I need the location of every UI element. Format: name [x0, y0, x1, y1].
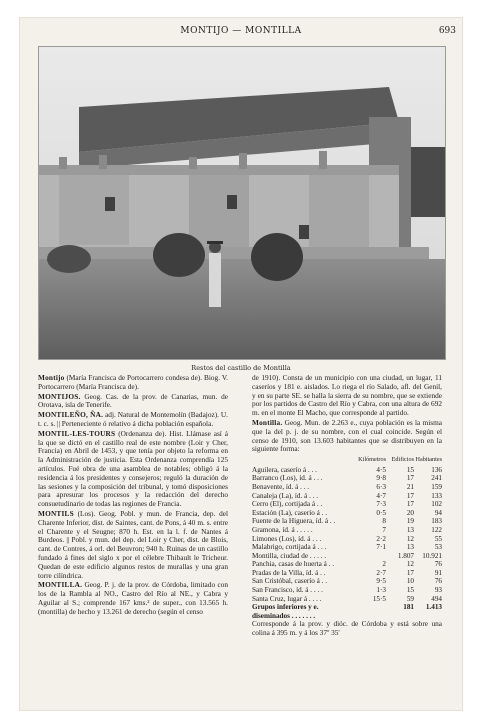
- table-cell: San Francisco, íd. á . . . .: [252, 586, 323, 595]
- table-row: [252, 492, 442, 501]
- table-row: [252, 586, 442, 595]
- table-cell: 19: [406, 517, 414, 526]
- entry-montijos: [38, 393, 228, 411]
- running-title: MONTIJO — MONTILLA: [180, 26, 302, 36]
- table-cell: 15: [406, 586, 414, 595]
- table-cell: Barranco (Los), íd. á . . .: [252, 474, 323, 483]
- table-cell: 17: [406, 474, 414, 483]
- table-row: [252, 526, 442, 535]
- table-cell: Aguilera, caserío á . . .: [252, 465, 317, 474]
- table-cell: 2·7: [376, 568, 386, 577]
- table-cell: 8: [382, 517, 386, 526]
- table-cell: 1·3: [376, 586, 386, 595]
- page-header: [20, 26, 462, 40]
- table-cell: San Cristóbal, caserío á . .: [252, 577, 328, 586]
- table-cell: 7: [382, 525, 386, 534]
- table-cell: 183: [431, 517, 442, 526]
- entry-montilla: [38, 581, 228, 616]
- table-cell: 2: [382, 560, 386, 569]
- table-cell: 4·7: [376, 491, 386, 500]
- right-column: [252, 374, 442, 639]
- entry-text: (Ordenanza de). Hist. Llámase así á la que se dictó en el castillo real de este nombre (Loir y Cher, Francia) en Abril de 1453, y que tenía por objeto la reforma en la Administración de justicia. Esta Ordenanza comprendía 125 artículos. Fué obra de una asamblea de notables; obligó á la residencia á los presidentes y consejeros; reguló la duración de las sesiones y la composición del tribunal, y tomó disposiciones para apresurar los procesos y la redacción del derecho consuetudinario de todas las regiones de Francia.: [38, 428, 228, 509]
- table-header: Edificios: [391, 456, 414, 464]
- table-row: [252, 569, 442, 578]
- table-cell: Benavente, íd. á . . .: [252, 482, 310, 491]
- headword: MONTILS: [38, 508, 74, 518]
- headword: MONTIJOS.: [38, 391, 81, 401]
- table-cell: 133: [431, 491, 442, 500]
- table-cell: 21: [406, 482, 414, 491]
- table-header: [252, 456, 358, 466]
- table-cell: 20: [406, 508, 414, 517]
- population-table: [252, 456, 442, 620]
- table-cell: Gramona, íd. á . . . . .: [252, 525, 313, 534]
- table-cell: 241: [431, 474, 442, 483]
- table-cell: Grupos inferiores y e. diseminados . . . . . . .: [252, 603, 319, 620]
- table-cell: 159: [431, 482, 442, 491]
- entry-text: Geog. Cas. de la prov. de Canarias, mun. de Orotava, isla de Tenerife.: [38, 391, 228, 410]
- castle-photo: [38, 46, 446, 360]
- entry-continuation: de 1910). Consta de un municipio con una ciudad, un lugar, 11 caseríos y 181 e. aislados. Lo riega el río Salado, afl. del Genil, y en su parte SE. se halla la sierra de su nombre, que se extiende por los partidos de Castro del Río y Cabra, con una altura de 692 m. en el monte El Macho, que corresponde al partido.: [252, 373, 442, 418]
- table-cell: 122: [431, 525, 442, 534]
- table-cell: 93: [434, 586, 442, 595]
- table-row: [252, 500, 442, 509]
- entry-montils: [38, 510, 228, 580]
- page-number: 693: [438, 26, 456, 36]
- table-cell: 0·5: [376, 508, 386, 517]
- headword: MONTILLA.: [38, 580, 83, 590]
- entry-text: (Los). Geog. Pobl. y mun. de Francia, dep. del Charente Inferior, dist. de Saintes, cant. de Pons, á 40 m. s. entre el Charente y el Seugne; 870 h. Est. en la l. f. de Nantes á Burdeos. || Pobl. y mun. del dep. del Loir y Cher, dist. de Blois, cant. de Contres, á orl. del Beuvron; 940 h. Ruinas de un castillo fundado á fines del siglo x por el célebre Thibault le Tricheur. Quedan de este edificio algunos restos de murallas y una gran torre cilíndrica.: [38, 508, 228, 580]
- table-cell: 2·2: [376, 534, 386, 543]
- table-cell: 102: [431, 500, 442, 509]
- table-row: [252, 560, 442, 569]
- table-row: [252, 474, 442, 483]
- book-page: [20, 18, 462, 710]
- table-cell: 59: [406, 594, 414, 603]
- entry-montileno: [38, 411, 228, 429]
- table-cell: Estación (La), caserío á . .: [252, 508, 328, 517]
- table-cell: Limones (Los), íd. á . . .: [252, 534, 322, 543]
- headword: MONTILEÑO, ÑA.: [38, 410, 104, 420]
- table-cell: 10: [406, 577, 414, 586]
- table-row: [252, 543, 442, 552]
- table-cell: 91: [434, 568, 442, 577]
- table-cell: 4·5: [376, 465, 386, 474]
- entry-text: Geog. P. j. de la prov. de Córdoba, limitado con los de la Rambla al NO., Castro del Río al NE., y Cabra y Aguilar al S.; comprende 167 kms.² de super., con 13.565 h. (montilla) de hecho y 13.261 de derecho (según el censo: [38, 580, 228, 616]
- table-cell: 13: [406, 543, 414, 552]
- table-cell: Fuente de la Higuera, íd. á . .: [252, 517, 336, 526]
- table-header: Kilómetros: [358, 456, 386, 464]
- table-cell: 136: [431, 465, 442, 474]
- table-row: [252, 603, 442, 620]
- entry-montilla-mun: [252, 419, 442, 454]
- table-cell: 53: [434, 543, 442, 552]
- headword: Montilla.: [252, 417, 283, 427]
- table-row: [252, 535, 442, 544]
- table-cell: 494: [431, 594, 442, 603]
- headword: Montijo: [38, 373, 65, 382]
- table-row: [252, 483, 442, 492]
- table-cell: Panchia, casas de huerta á . .: [252, 560, 335, 569]
- table-cell: 17: [406, 500, 414, 509]
- table-row: [252, 577, 442, 586]
- table-cell: 15·5: [372, 594, 386, 603]
- table-cell: 9·8: [376, 474, 386, 483]
- table-cell: 7·1: [376, 543, 386, 552]
- table-cell: 1.807: [397, 551, 414, 560]
- table-cell: Canaleja (La), íd. á . . .: [252, 491, 319, 500]
- table-row: [252, 466, 442, 475]
- entry-montijo: [38, 374, 228, 392]
- table-cell: Pradas de la Villa, íd. á . .: [252, 568, 326, 577]
- table-row: [252, 517, 442, 526]
- table-cell: 15: [406, 465, 414, 474]
- table-cell: Santa Cruz, lugar á . . . .: [252, 594, 322, 603]
- table-cell: 6·3: [376, 482, 386, 491]
- table-cell: 12: [406, 560, 414, 569]
- table-cell: 76: [434, 560, 442, 569]
- table-row: [252, 509, 442, 518]
- table-cell: 13: [406, 525, 414, 534]
- table-cell: 12: [406, 534, 414, 543]
- table-cell: 1.413: [425, 603, 442, 612]
- table-header-row: [252, 456, 442, 466]
- table-cell: 94: [434, 508, 442, 517]
- table-cell: 7·3: [376, 500, 386, 509]
- table-cell: [358, 603, 386, 620]
- table-cell: [358, 552, 386, 561]
- table-cell: 181: [403, 603, 414, 612]
- table-cell: 55: [434, 534, 442, 543]
- entry-text: adj. Natural de Montemolín (Badajoz). U. t. c. s. || Perteneciente ó relativo á dicha población española.: [38, 410, 228, 428]
- table-cell: 76: [434, 577, 442, 586]
- entry-text: (María Francisca de Portocarrero condesa de). Biog. V. Portocarrero (María Francisca de).: [38, 373, 228, 391]
- table-cell: 17: [406, 568, 414, 577]
- table-row: [252, 552, 442, 561]
- table-cell: Montilla, ciudad de . . . . .: [252, 551, 327, 560]
- table-cell: Cerro (El), cortijada á . .: [252, 500, 323, 509]
- closing-text: Corresponde á la prov. y dióc. de Córdoba y está sobre una colina á 395 m. y á los 37º 35': [252, 619, 442, 638]
- table-cell: Malabrigo, cortijada á . . .: [252, 543, 327, 552]
- entry-montil-les-tours: [38, 430, 228, 509]
- table-cell: 10.921: [422, 551, 442, 560]
- photo-caption: Restos del castillo de Montilla: [191, 364, 291, 372]
- table-row: [252, 595, 442, 604]
- headword: MONTIL-LES-TOURS: [38, 428, 116, 438]
- entry-text: Geog. Mun. de 2.263 e., cuya población es la misma que la del p. j. de su nombre, con el cual coincide. Según el censo de 1910, son 13.603 habitantes que se distribuyen en la siguiente forma:: [252, 417, 442, 454]
- castle-ruins-image: [39, 47, 445, 359]
- left-column: [38, 374, 228, 618]
- table-header: Habitantes: [415, 456, 442, 464]
- table-cell: 17: [406, 491, 414, 500]
- table-cell: 9·5: [376, 577, 386, 586]
